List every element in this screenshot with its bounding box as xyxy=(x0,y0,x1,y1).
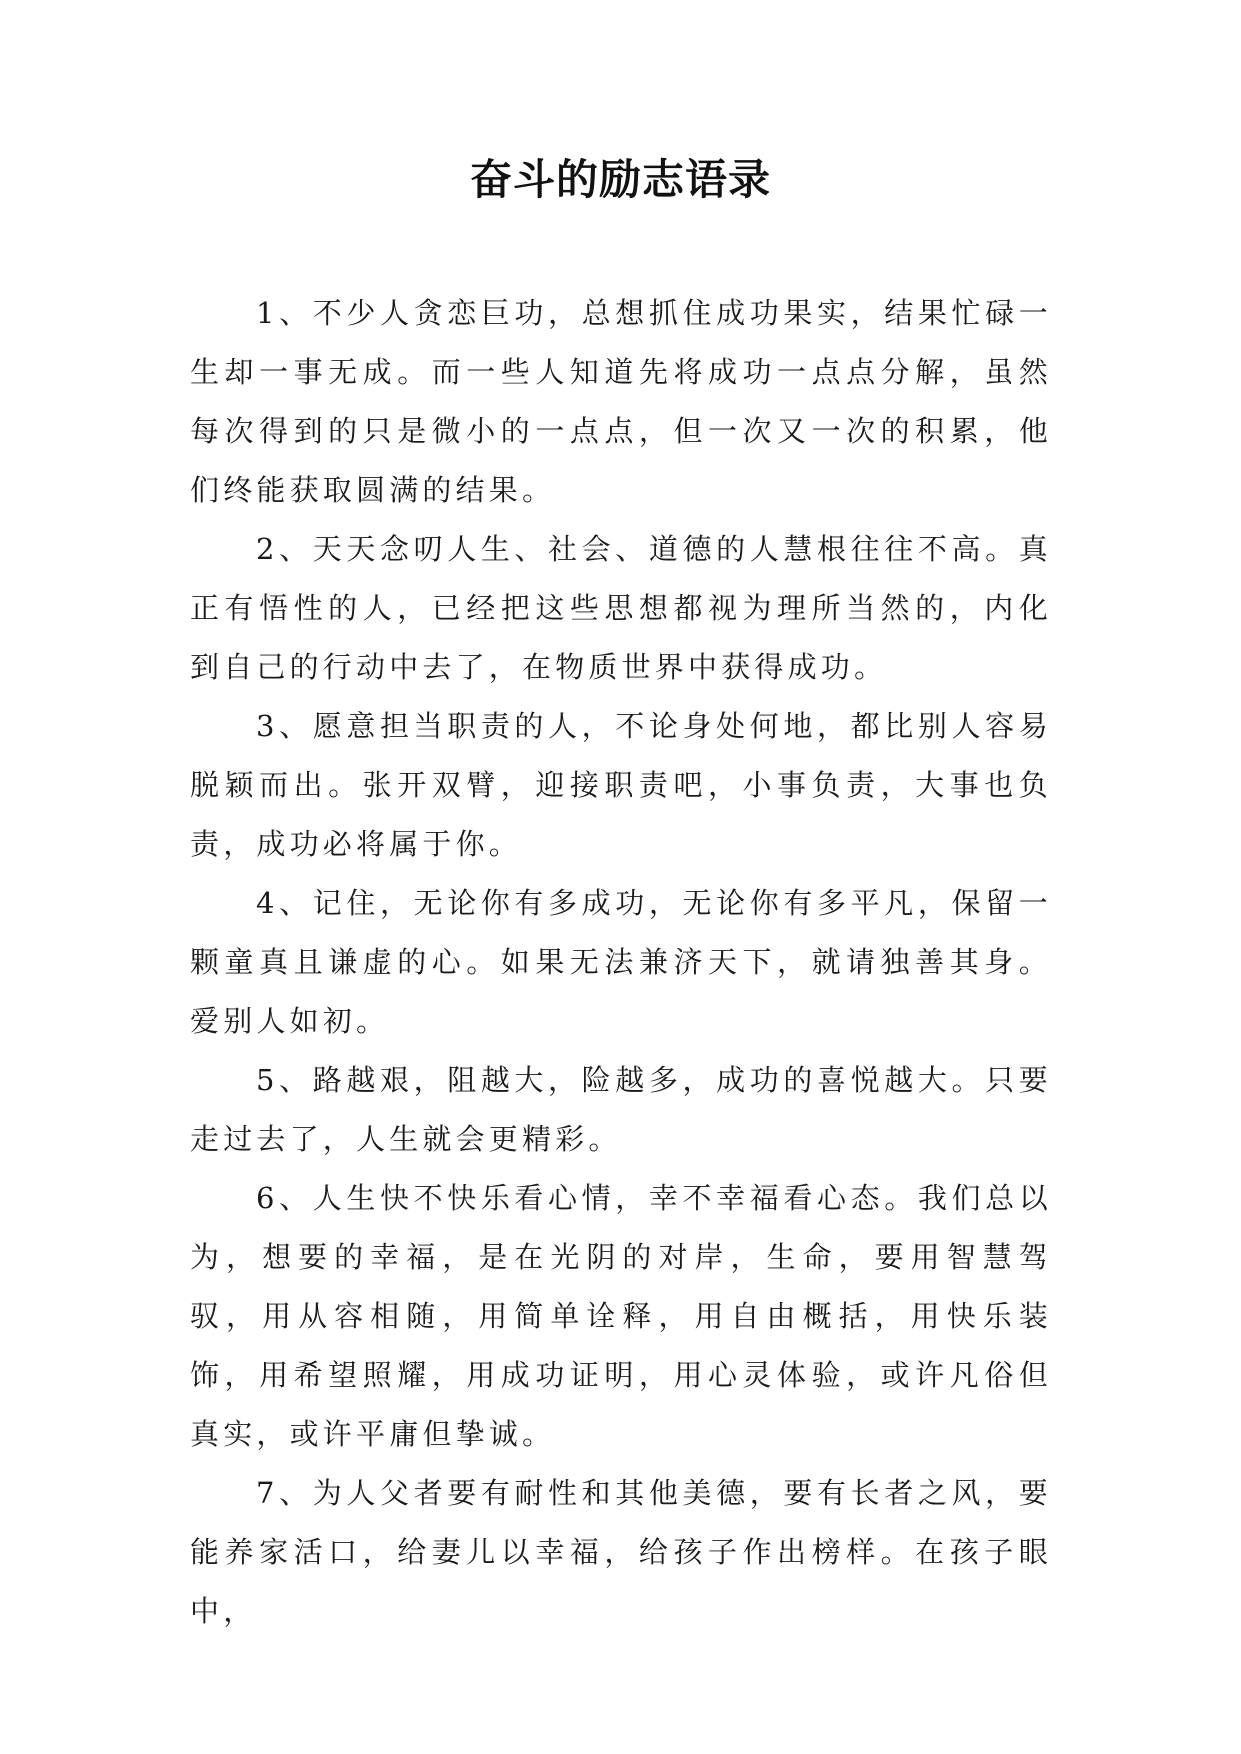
document-title: 奋斗的励志语录 xyxy=(469,155,771,204)
paragraph-4: 4、记住，无论你有多成功，无论你有多平凡，保留一颗童真且谦虚的心。如果无法兼济天下，就请独善其身。爱别人如初。 xyxy=(190,886,1052,1038)
document-body xyxy=(190,284,1052,1641)
paragraph-6: 6、人生快不快乐看心情，幸不幸福看心态。我们总以为，想要的幸福，是在光阴的对岸，生命，要用智慧驾驭，用从容相随，用简单诠释，用自由概括，用快乐装饰，用希望照耀，用成功证明，用心灵体验，或许凡俗但真实，或许平庸但挚诚。 xyxy=(190,1181,1052,1451)
paragraph-2: 2、天天念叨人生、社会、道德的人慧根往往不高。真正有悟性的人，已经把这些思想都视为理所当然的，内化到自己的行动中去了，在物质世界中获得成功。 xyxy=(190,532,1052,684)
paragraph-5: 5、路越艰，阻越大，险越多，成功的喜悦越大。只要走过去了，人生就会更精彩。 xyxy=(190,1063,1052,1156)
paragraph-1: 1、不少人贪恋巨功，总想抓住成功果实，结果忙碌一生却一事无成。而一些人知道先将成功一点点分解，虽然每次得到的只是微小的一点点，但一次又一次的积累，他们终能获取圆满的结果。 xyxy=(190,296,1052,507)
paragraph-3: 3、愿意担当职责的人，不论身处何地，都比别人容易脱颖而出。张开双臂，迎接职责吧，小事负责，大事也负责，成功必将属于你。 xyxy=(190,709,1052,861)
paragraph-7: 7、为人父者要有耐性和其他美德，要有长者之风，要能养家活口，给妻儿以幸福，给孩子作出榜样。在孩子眼中， xyxy=(190,1476,1052,1628)
